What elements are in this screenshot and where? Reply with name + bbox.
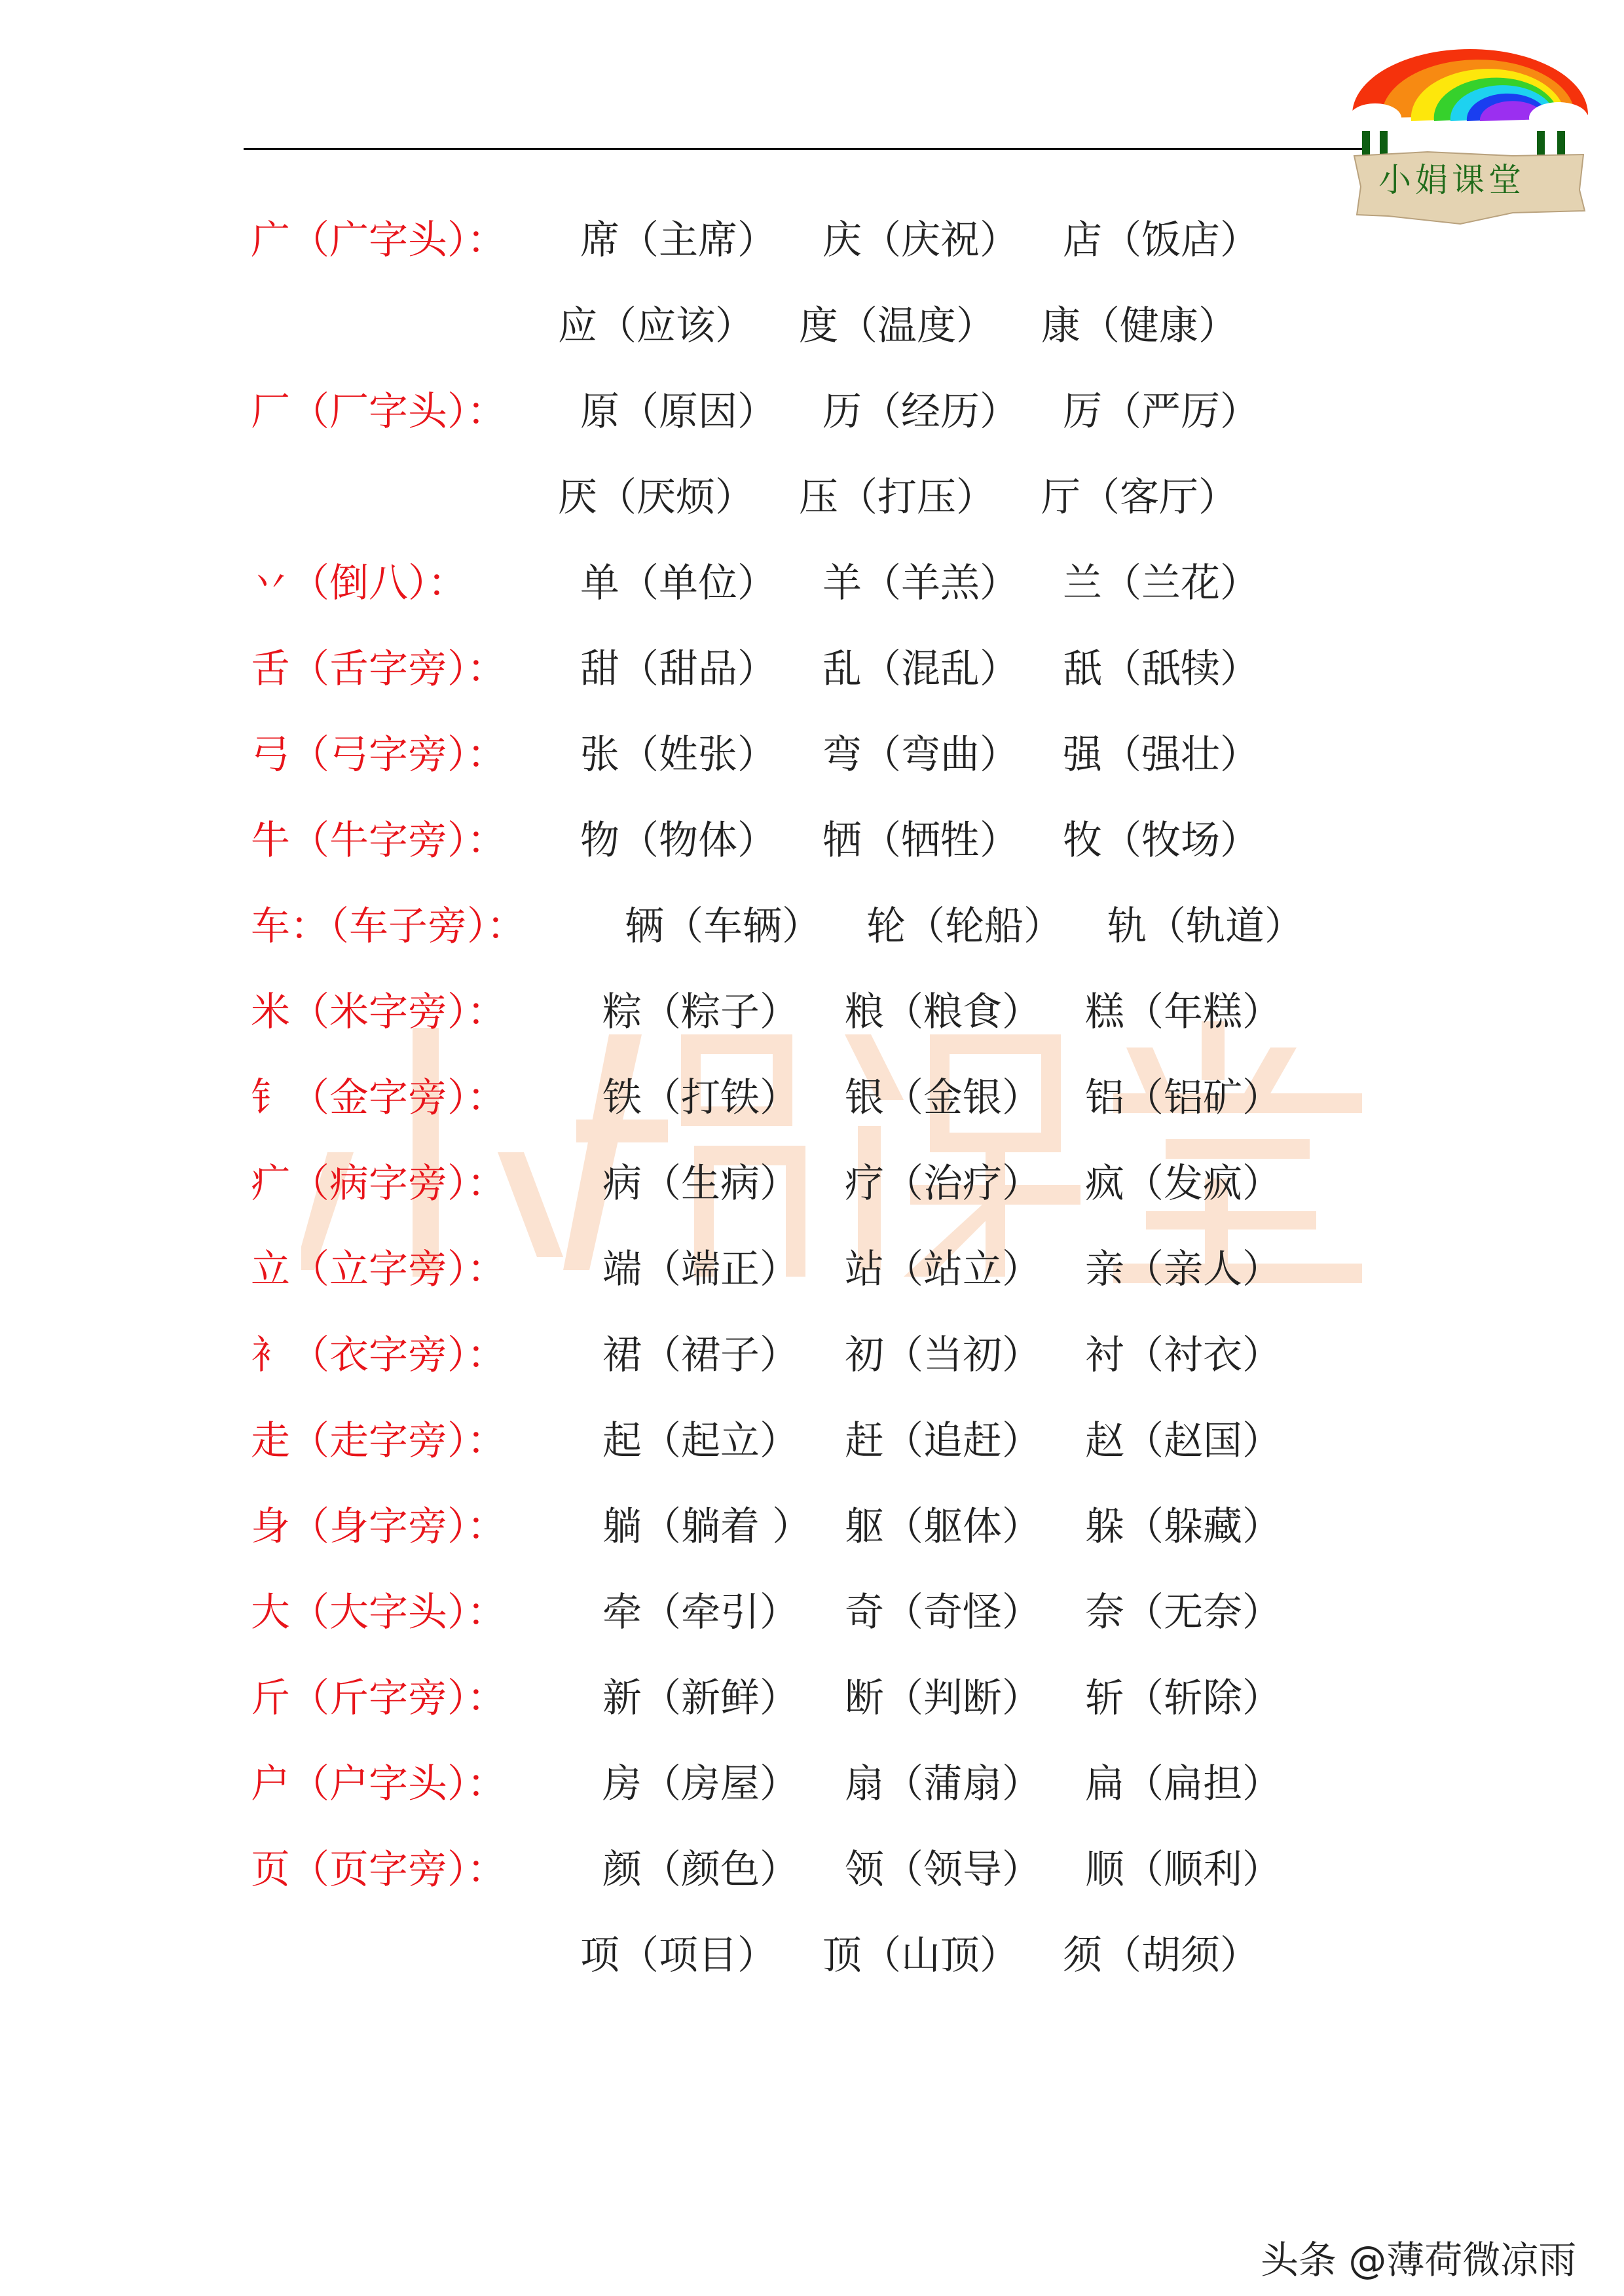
example-word: 席（主席） (580, 217, 777, 263)
example-word: 粮（粮食） (845, 989, 1041, 1035)
example-word: 粽（粽子） (602, 989, 799, 1035)
example-word: 物（物体） (580, 818, 777, 864)
example-word: 躲（躲藏） (1085, 1504, 1282, 1550)
example-word: 银（金银） (845, 1075, 1041, 1121)
example-word: 甜（甜品） (580, 646, 777, 692)
example-word: 羊（羊羔） (822, 560, 1019, 606)
example-word: 领（领导） (845, 1847, 1041, 1893)
example-word: 躯（躯体） (845, 1504, 1041, 1550)
radical-label: 衤（衣字旁）： (251, 1332, 506, 1378)
radical-row (0, 1243, 1624, 1296)
example-word: 房（房屋） (602, 1761, 799, 1807)
example-word: 奈（无奈） (1085, 1590, 1282, 1635)
example-word: 起（起立） (602, 1418, 799, 1464)
radical-label: 身（身字旁）： (251, 1504, 506, 1550)
radical-row (0, 643, 1624, 695)
example-word: 店（饭店） (1063, 217, 1259, 263)
example-word: 站（站立） (845, 1247, 1041, 1292)
example-word: 初（当初） (845, 1332, 1041, 1378)
example-word: 裙（裙子） (602, 1332, 799, 1378)
example-word: 原（原因） (580, 389, 777, 435)
example-word: 疗（治疗） (845, 1161, 1041, 1207)
radical-row (0, 900, 1624, 953)
example-word: 牧（牧场） (1063, 818, 1259, 864)
header-rule (244, 148, 1370, 150)
example-word: 断（判断） (845, 1675, 1041, 1721)
radical-label: 立（立字旁）： (251, 1247, 506, 1292)
example-word: 张（姓张） (580, 732, 777, 778)
example-word: 铝（铝矿） (1085, 1075, 1282, 1121)
radical-label: 车：（车子旁）： (251, 903, 526, 949)
radical-row (0, 1586, 1624, 1639)
radical-label: 牛（牛字旁）： (251, 818, 506, 864)
radical-row (0, 300, 1624, 352)
example-word: 乱（混乱） (822, 646, 1019, 692)
example-word: 辆（车辆） (625, 903, 821, 949)
radical-row (0, 1758, 1624, 1810)
example-word: 庆（庆祝） (822, 217, 1019, 263)
example-word: 历（经历） (822, 389, 1019, 435)
radical-label: 疒（病字旁）： (251, 1161, 506, 1207)
example-word: 糕（年糕） (1085, 989, 1282, 1035)
radical-label: 斤（斤字旁）： (251, 1675, 506, 1721)
example-word: 躺（躺着 ） (602, 1504, 812, 1550)
radical-row (0, 1844, 1624, 1896)
radical-row (0, 557, 1624, 610)
example-word: 兰（兰花） (1063, 560, 1259, 606)
example-word: 强（强壮） (1063, 732, 1259, 778)
radical-label: 大（大字头）： (251, 1590, 506, 1635)
radical-row (0, 1329, 1624, 1381)
example-word: 厅（客厅） (1041, 475, 1238, 520)
example-word: 疯（发疯） (1085, 1161, 1282, 1207)
example-word: 顺（顺利） (1085, 1847, 1282, 1893)
radical-label: 户（户字头）： (251, 1761, 506, 1807)
example-word: 轮（轮船） (866, 903, 1063, 949)
radical-row (0, 1157, 1624, 1210)
example-word: 须（胡须） (1063, 1933, 1259, 1978)
example-word: 颜（颜色） (602, 1847, 799, 1893)
example-word: 度（温度） (799, 303, 995, 349)
radical-row (0, 471, 1624, 524)
radical-row (0, 1415, 1624, 1467)
example-word: 铁（打铁） (602, 1075, 799, 1121)
example-word: 病（生病） (602, 1161, 799, 1207)
example-word: 应（应该） (558, 303, 754, 349)
radical-label: 广（广字头）： (251, 217, 506, 263)
radical-label: 丷（倒八）： (251, 560, 467, 606)
example-word: 厌（厌烦） (558, 475, 754, 520)
example-word: 端（端正） (602, 1247, 799, 1292)
example-word: 赵（赵国） (1085, 1418, 1282, 1464)
example-word: 斩（斩除） (1085, 1675, 1282, 1721)
radical-row (0, 986, 1624, 1038)
radical-label: 弓（弓字旁）： (251, 732, 506, 778)
example-word: 牺（牺牲） (822, 818, 1019, 864)
example-word: 厉（严厉） (1063, 389, 1259, 435)
radical-label: 米（米字旁）： (251, 989, 506, 1035)
example-word: 轨（轨道） (1107, 903, 1304, 949)
radical-row (0, 729, 1624, 781)
author-signature: 头条 @薄荷微凉雨 (1261, 2238, 1577, 2282)
radical-row (0, 814, 1624, 867)
logo-text: 小娟课堂 (1378, 161, 1525, 199)
radical-row (0, 386, 1624, 438)
radical-label: 走（走字旁）： (251, 1418, 506, 1464)
example-word: 衬（衬衣） (1085, 1332, 1282, 1378)
example-word: 压（打压） (799, 475, 995, 520)
radical-row (0, 1501, 1624, 1553)
example-word: 顶（山顶） (822, 1933, 1019, 1978)
example-word: 奇（奇怪） (845, 1590, 1041, 1635)
example-word: 亲（亲人） (1085, 1247, 1282, 1292)
radical-label: 厂（厂字头）： (251, 389, 506, 435)
example-word: 扁（扁担） (1085, 1761, 1282, 1807)
radical-row (0, 1672, 1624, 1724)
example-word: 项（项目） (580, 1933, 777, 1978)
example-word: 弯（弯曲） (822, 732, 1019, 778)
radical-label: 舌（舌字旁）： (251, 646, 506, 692)
example-word: 新（新鲜） (602, 1675, 799, 1721)
example-word: 赶（追赶） (845, 1418, 1041, 1464)
example-word: 扇（蒲扇） (845, 1761, 1041, 1807)
example-word: 舐（舐犊） (1063, 646, 1259, 692)
example-word: 牵（牵引） (602, 1590, 799, 1635)
radical-row (0, 1072, 1624, 1124)
radical-label: 页（页字旁）： (251, 1847, 506, 1893)
radical-row (0, 1929, 1624, 1982)
example-word: 康（健康） (1041, 303, 1238, 349)
radical-label: 钅（金字旁）： (251, 1075, 506, 1121)
example-word: 单（单位） (580, 560, 777, 606)
